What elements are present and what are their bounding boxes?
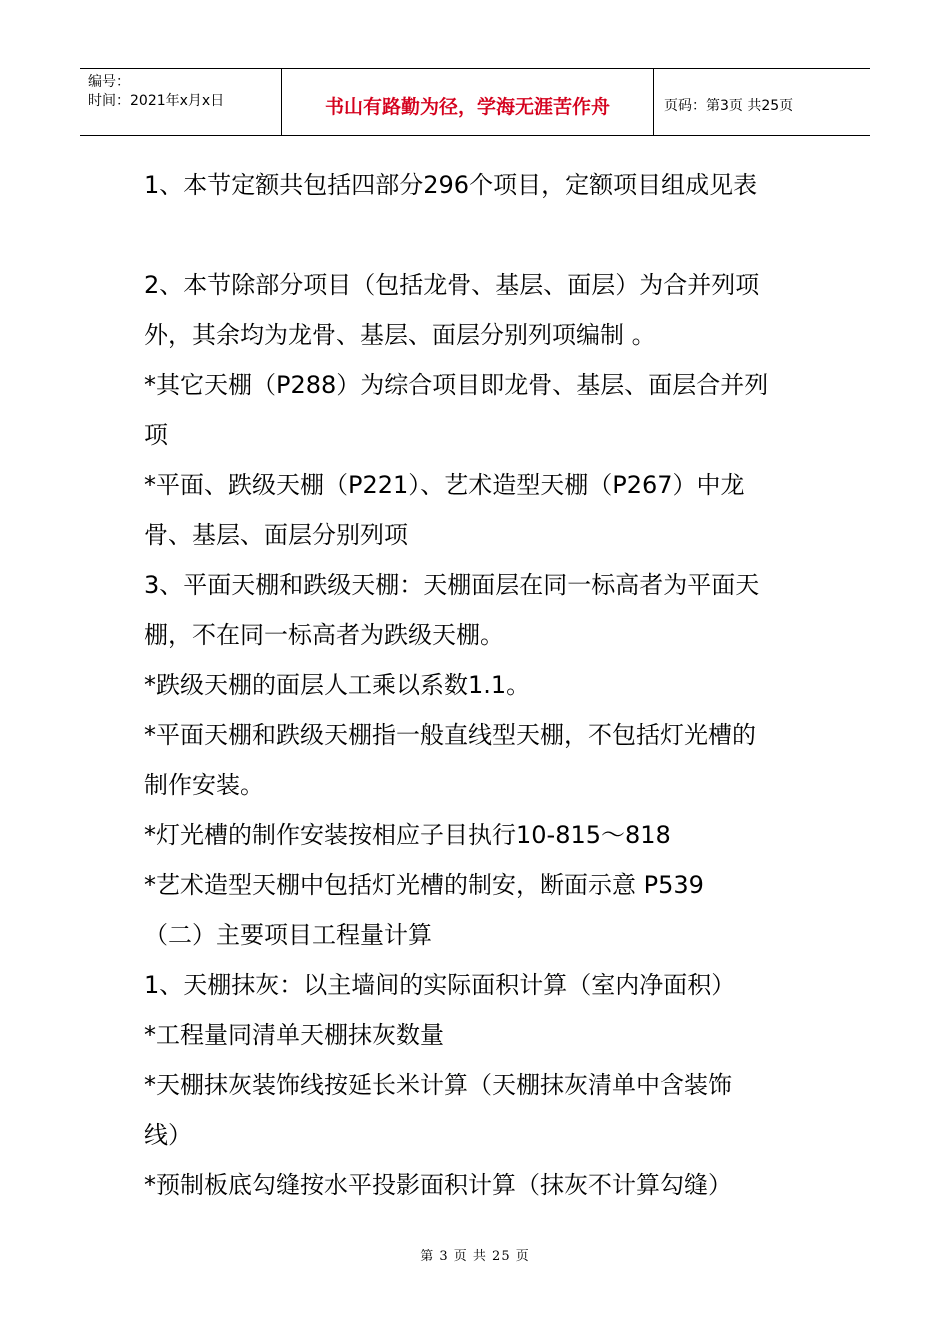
header-motto-cell <box>282 69 654 135</box>
body-line: *跌级天棚的面层人工乘以系数1.1。 <box>144 671 531 699</box>
footer-page-number: 第 3 页 共 25 页 <box>420 1249 530 1264</box>
body-line: 3、平面天棚和跌级天棚：天棚面层在同一标高者为平面天 <box>144 571 760 599</box>
body-line: *平面、跌级天棚（P221）、艺术造型天棚（P267）中龙 <box>144 471 745 499</box>
paragraph-gap <box>144 210 824 260</box>
motto-text: 书山有路勤为径，学海无涯苦作舟 <box>324 95 610 118</box>
header-page-cell <box>654 69 870 135</box>
date-label: 时间：2021年x月x日 <box>88 93 225 109</box>
body-line: 外，其余均为龙骨、基层、面层分别列项编制 。 <box>144 321 656 349</box>
body-line: 1、本节定额共包括四部分296个项目，定额项目组成见表 <box>144 171 758 199</box>
body-line: *艺术造型天棚中包括灯光槽的制安，断面示意 P539 <box>144 871 704 899</box>
body-line: 1、天棚抹灰：以主墙间的实际面积计算（室内净面积） <box>144 971 736 999</box>
body-line: 骨、基层、面层分别列项 <box>144 521 408 549</box>
body-line: *工程量同清单天棚抹灰数量 <box>144 1021 444 1049</box>
body-line: 棚，不在同一标高者为跌级天棚。 <box>144 621 504 649</box>
header-meta-cell <box>80 69 282 135</box>
page-header <box>80 68 870 136</box>
body-line: *平面天棚和跌级天棚指一般直线型天棚，不包括灯光槽的 <box>144 721 756 749</box>
body-line: 2、本节除部分项目（包括龙骨、基层、面层）为合并列项 <box>144 271 760 299</box>
document-body <box>144 160 824 1210</box>
body-line: 制作安装。 <box>144 771 264 799</box>
body-line: *灯光槽的制作安装按相应子目执行10-815～818 <box>144 821 671 849</box>
body-line: *天棚抹灰装饰线按延长米计算（天棚抹灰清单中含装饰 <box>144 1071 732 1099</box>
body-line: 项 <box>144 421 168 449</box>
page-info-text: 页码：第3页 共25页 <box>664 98 794 114</box>
body-line: *其它天棚（P288）为综合项目即龙骨、基层、面层合并列 <box>144 371 769 399</box>
page-footer <box>0 1245 950 1264</box>
body-line: （二）主要项目工程量计算 <box>144 921 432 949</box>
body-line: 线） <box>144 1121 192 1149</box>
serial-number-label: 编号： <box>88 74 130 90</box>
body-line: *预制板底勾缝按水平投影面积计算（抹灰不计算勾缝） <box>144 1171 732 1199</box>
